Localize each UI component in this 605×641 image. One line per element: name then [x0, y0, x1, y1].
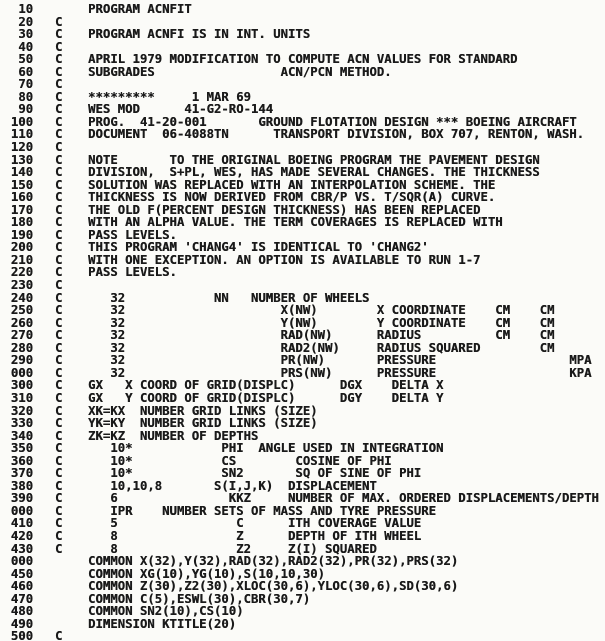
- code-text: 32 PR(NW) PRESSURE MPA: [88, 353, 592, 368]
- line-number: 460: [10, 579, 33, 594]
- code-text: COMMON X(32),Y(32),RAD(32),RAD2(32),PR(32),PRS(32): [88, 554, 459, 569]
- line-number: 470: [10, 591, 33, 606]
- code-text: XK=KX NUMBER GRID LINKS (SIZE): [88, 403, 318, 418]
- line-number: 30: [18, 27, 33, 42]
- code-line: [0, 442, 605, 455]
- line-number: 140: [10, 165, 33, 180]
- code-text: DOCUMENT 06-4088TN TRANSPORT DIVISION, BOX 707, RENTON, WASH.: [88, 127, 585, 142]
- line-number: 480: [10, 604, 33, 619]
- comment-marker: C: [55, 252, 63, 267]
- line-number: 80: [18, 89, 33, 104]
- code-text: PROG. 41-20-001 GROUND FLOTATION DESIGN *** BOEING AIRCRAFT: [88, 114, 577, 129]
- code-text: 32 X(NW) X COORDINATE CM CM: [88, 303, 555, 318]
- code-text: COMMON XG(10),YG(10),S(10,10,30): [88, 566, 325, 581]
- code-text: 10,10,8 S(I,J,K) DISPLACEMENT: [88, 478, 377, 493]
- code-text: 32 NN NUMBER OF WHEELS: [88, 290, 370, 305]
- line-number: 390: [10, 491, 33, 506]
- line-number: 90: [18, 102, 33, 117]
- comment-marker: C: [55, 202, 63, 217]
- code-line: [0, 630, 605, 641]
- code-text: 10* PHI ANGLE USED IN INTEGRATION: [88, 441, 444, 456]
- line-number: 370: [10, 466, 33, 481]
- code-line: [0, 141, 605, 154]
- comment-marker: C: [55, 89, 63, 104]
- code-line: [0, 216, 605, 229]
- line-number: 300: [10, 378, 33, 393]
- code-text: THICKNESS IS NOW DERIVED FROM CBR/P VS. T/SQR(A) CURVE.: [88, 190, 496, 205]
- code-text: 8 Z DEPTH OF ITH WHEEL: [88, 528, 422, 543]
- comment-marker: C: [55, 165, 63, 180]
- code-text: PROGRAM ACNFIT: [88, 2, 192, 16]
- code-text: WITH ONE EXCEPTION. AN OPTION IS AVAILABLE TO RUN 1-7: [88, 252, 481, 267]
- comment-marker: C: [55, 240, 63, 255]
- code-text: 32 Y(NW) Y COORDINATE CM CM: [88, 315, 555, 330]
- line-number: 70: [18, 77, 33, 92]
- line-number: 320: [10, 403, 33, 418]
- code-text: PASS LEVELS.: [88, 265, 177, 280]
- line-number: 100: [10, 114, 33, 129]
- comment-marker: C: [55, 190, 63, 205]
- line-number: 210: [10, 252, 33, 267]
- comment-marker: C: [55, 541, 63, 556]
- comment-marker: C: [55, 441, 63, 456]
- code-text: 8 Z2 Z(I) SQUARED: [88, 541, 377, 556]
- code-text: DIVISION, S+PL, WES, HAS MADE SEVERAL CHANGES. THE THICKNESS: [88, 165, 540, 180]
- line-number: 10: [18, 2, 33, 16]
- comment-marker: C: [55, 77, 63, 92]
- code-text: 5 C ITH COVERAGE VALUE: [88, 516, 422, 531]
- code-line: [0, 530, 605, 543]
- comment-marker: C: [55, 491, 63, 506]
- code-text: SUBGRADES ACN/PCN METHOD.: [88, 64, 392, 79]
- line-number: 190: [10, 227, 33, 242]
- code-line: [0, 304, 605, 317]
- code-line: [0, 166, 605, 179]
- comment-marker: C: [55, 265, 63, 280]
- code-text: COMMON C(5),ESWL(30),CBR(30,7): [88, 591, 311, 606]
- comment-marker: C: [55, 152, 63, 167]
- code-text: 32 RAD2(NW) RADIUS SQUARED CM: [88, 340, 555, 355]
- comment-marker: C: [55, 52, 63, 67]
- code-text: THE OLD F(PERCENT DESIGN THICKNESS) HAS BEEN REPLACED: [88, 202, 481, 217]
- line-number: 180: [10, 215, 33, 230]
- line-number: 290: [10, 353, 33, 368]
- line-number: 260: [10, 315, 33, 330]
- line-number: 360: [10, 453, 33, 468]
- comment-marker: C: [55, 177, 63, 192]
- comment-marker: C: [55, 516, 63, 531]
- line-number: 230: [10, 278, 33, 293]
- line-number: 270: [10, 328, 33, 343]
- comment-marker: C: [55, 39, 63, 54]
- code-line: [0, 66, 605, 79]
- code-line: [0, 279, 605, 292]
- code-line: [0, 467, 605, 480]
- comment-marker: C: [55, 416, 63, 431]
- comment-marker: C: [55, 478, 63, 493]
- code-text: WITH AN ALPHA VALUE. THE TERM COVERAGES IS REPLACED WITH: [88, 215, 503, 230]
- code-text: DIMENSION KTITLE(20): [88, 616, 237, 631]
- code-text: 10* SN2 SQ OF SINE OF PHI: [88, 466, 422, 481]
- code-text: PASS LEVELS.: [88, 227, 177, 242]
- code-text: YK=KY NUMBER GRID LINKS (SIZE): [88, 416, 318, 431]
- code-line: [0, 329, 605, 342]
- comment-marker: C: [55, 503, 63, 518]
- code-text: COMMON SN2(10),CS(10): [88, 604, 244, 619]
- comment-marker: C: [55, 127, 63, 142]
- comment-marker: C: [55, 528, 63, 543]
- code-line: [0, 605, 605, 618]
- comment-marker: C: [55, 64, 63, 79]
- line-number: 20: [18, 14, 33, 29]
- code-text: 32 PRS(NW) PRESSURE KPA: [88, 365, 592, 380]
- comment-marker: C: [55, 303, 63, 318]
- line-number: 120: [10, 140, 33, 155]
- code-text: 32 RAD(NW) RADIUS CM CM: [88, 328, 555, 343]
- line-number: 490: [10, 616, 33, 631]
- code-line: [0, 78, 605, 91]
- code-text: GX Y COORD OF GRID(DISPLC) DGY DELTA Y: [88, 390, 444, 405]
- code-text: THIS PROGRAM 'CHANG4' IS IDENTICAL TO 'CHANG2': [88, 240, 429, 255]
- line-number: 110: [10, 127, 33, 142]
- line-number: 60: [18, 64, 33, 79]
- comment-marker: C: [55, 466, 63, 481]
- line-number: 150: [10, 177, 33, 192]
- line-number: 170: [10, 202, 33, 217]
- line-number: 200: [10, 240, 33, 255]
- program-listing: [0, 3, 605, 641]
- line-number: 330: [10, 416, 33, 431]
- code-line: [0, 492, 605, 505]
- line-number: 450: [10, 566, 33, 581]
- line-number: 250: [10, 303, 33, 318]
- code-line: [0, 354, 605, 367]
- comment-marker: C: [55, 390, 63, 405]
- code-text: WES MOD 41-G2-RO-144: [88, 102, 274, 117]
- comment-marker: C: [55, 140, 63, 155]
- line-number: 160: [10, 190, 33, 205]
- line-number: 420: [10, 528, 33, 543]
- code-text: 6 KKZ NUMBER OF MAX. ORDERED DISPLACEMENTS/DEPTH: [88, 491, 599, 506]
- comment-marker: C: [55, 27, 63, 42]
- code-line: [0, 618, 605, 631]
- line-number: 280: [10, 340, 33, 355]
- line-number: 240: [10, 290, 33, 305]
- comment-marker: C: [55, 290, 63, 305]
- code-text: NOTE TO THE ORIGINAL BOEING PROGRAM THE PAVEMENT DESIGN: [88, 152, 540, 167]
- code-line: [0, 53, 605, 66]
- code-line: [0, 417, 605, 430]
- comment-marker: C: [55, 340, 63, 355]
- code-text: 10* CS COSINE OF PHI: [88, 453, 392, 468]
- comment-marker: C: [55, 14, 63, 29]
- line-number: 000: [10, 503, 33, 518]
- code-text: ZK=KZ NUMBER OF DEPTHS: [88, 428, 259, 443]
- comment-marker: C: [55, 315, 63, 330]
- comment-marker: C: [55, 453, 63, 468]
- comment-marker: C: [55, 353, 63, 368]
- comment-marker: C: [55, 278, 63, 293]
- code-text: ********* 1 MAR 69: [88, 89, 251, 104]
- line-number: 40: [18, 39, 33, 54]
- line-number: 410: [10, 516, 33, 531]
- code-line: [0, 28, 605, 41]
- code-text: PROGRAM ACNFI IS IN INT. UNITS: [88, 27, 311, 42]
- line-number: 500: [10, 629, 33, 641]
- line-number: 50: [18, 52, 33, 67]
- code-line: [0, 392, 605, 405]
- code-line: [0, 555, 605, 568]
- code-line: [0, 128, 605, 141]
- code-text: SOLUTION WAS REPLACED WITH AN INTERPOLATION SCHEME. THE: [88, 177, 496, 192]
- comment-marker: C: [55, 328, 63, 343]
- line-number: 350: [10, 441, 33, 456]
- comment-marker: C: [55, 629, 63, 641]
- line-number: 340: [10, 428, 33, 443]
- comment-marker: C: [55, 227, 63, 242]
- code-line: [0, 191, 605, 204]
- code-line: [0, 266, 605, 279]
- code-text: GX X COORD OF GRID(DISPLC) DGX DELTA X: [88, 378, 444, 393]
- comment-marker: C: [55, 428, 63, 443]
- line-number: 000: [10, 365, 33, 380]
- comment-marker: C: [55, 215, 63, 230]
- comment-marker: C: [55, 114, 63, 129]
- code-line: [0, 3, 605, 16]
- line-number: 380: [10, 478, 33, 493]
- comment-marker: C: [55, 365, 63, 380]
- code-text: IPR NUMBER SETS OF MASS AND TYRE PRESSURE: [88, 503, 436, 518]
- comment-marker: C: [55, 378, 63, 393]
- line-number: 310: [10, 390, 33, 405]
- code-text: APRIL 1979 MODIFICATION TO COMPUTE ACN VALUES FOR STANDARD: [88, 52, 518, 67]
- code-text: COMMON Z(30),Z2(30),XLOC(30,6),YLOC(30,6),SD(30,6): [88, 579, 459, 594]
- line-number: 130: [10, 152, 33, 167]
- line-number: 000: [10, 554, 33, 569]
- comment-marker: C: [55, 403, 63, 418]
- line-number: 220: [10, 265, 33, 280]
- line-number: 430: [10, 541, 33, 556]
- code-line: [0, 580, 605, 593]
- comment-marker: C: [55, 102, 63, 117]
